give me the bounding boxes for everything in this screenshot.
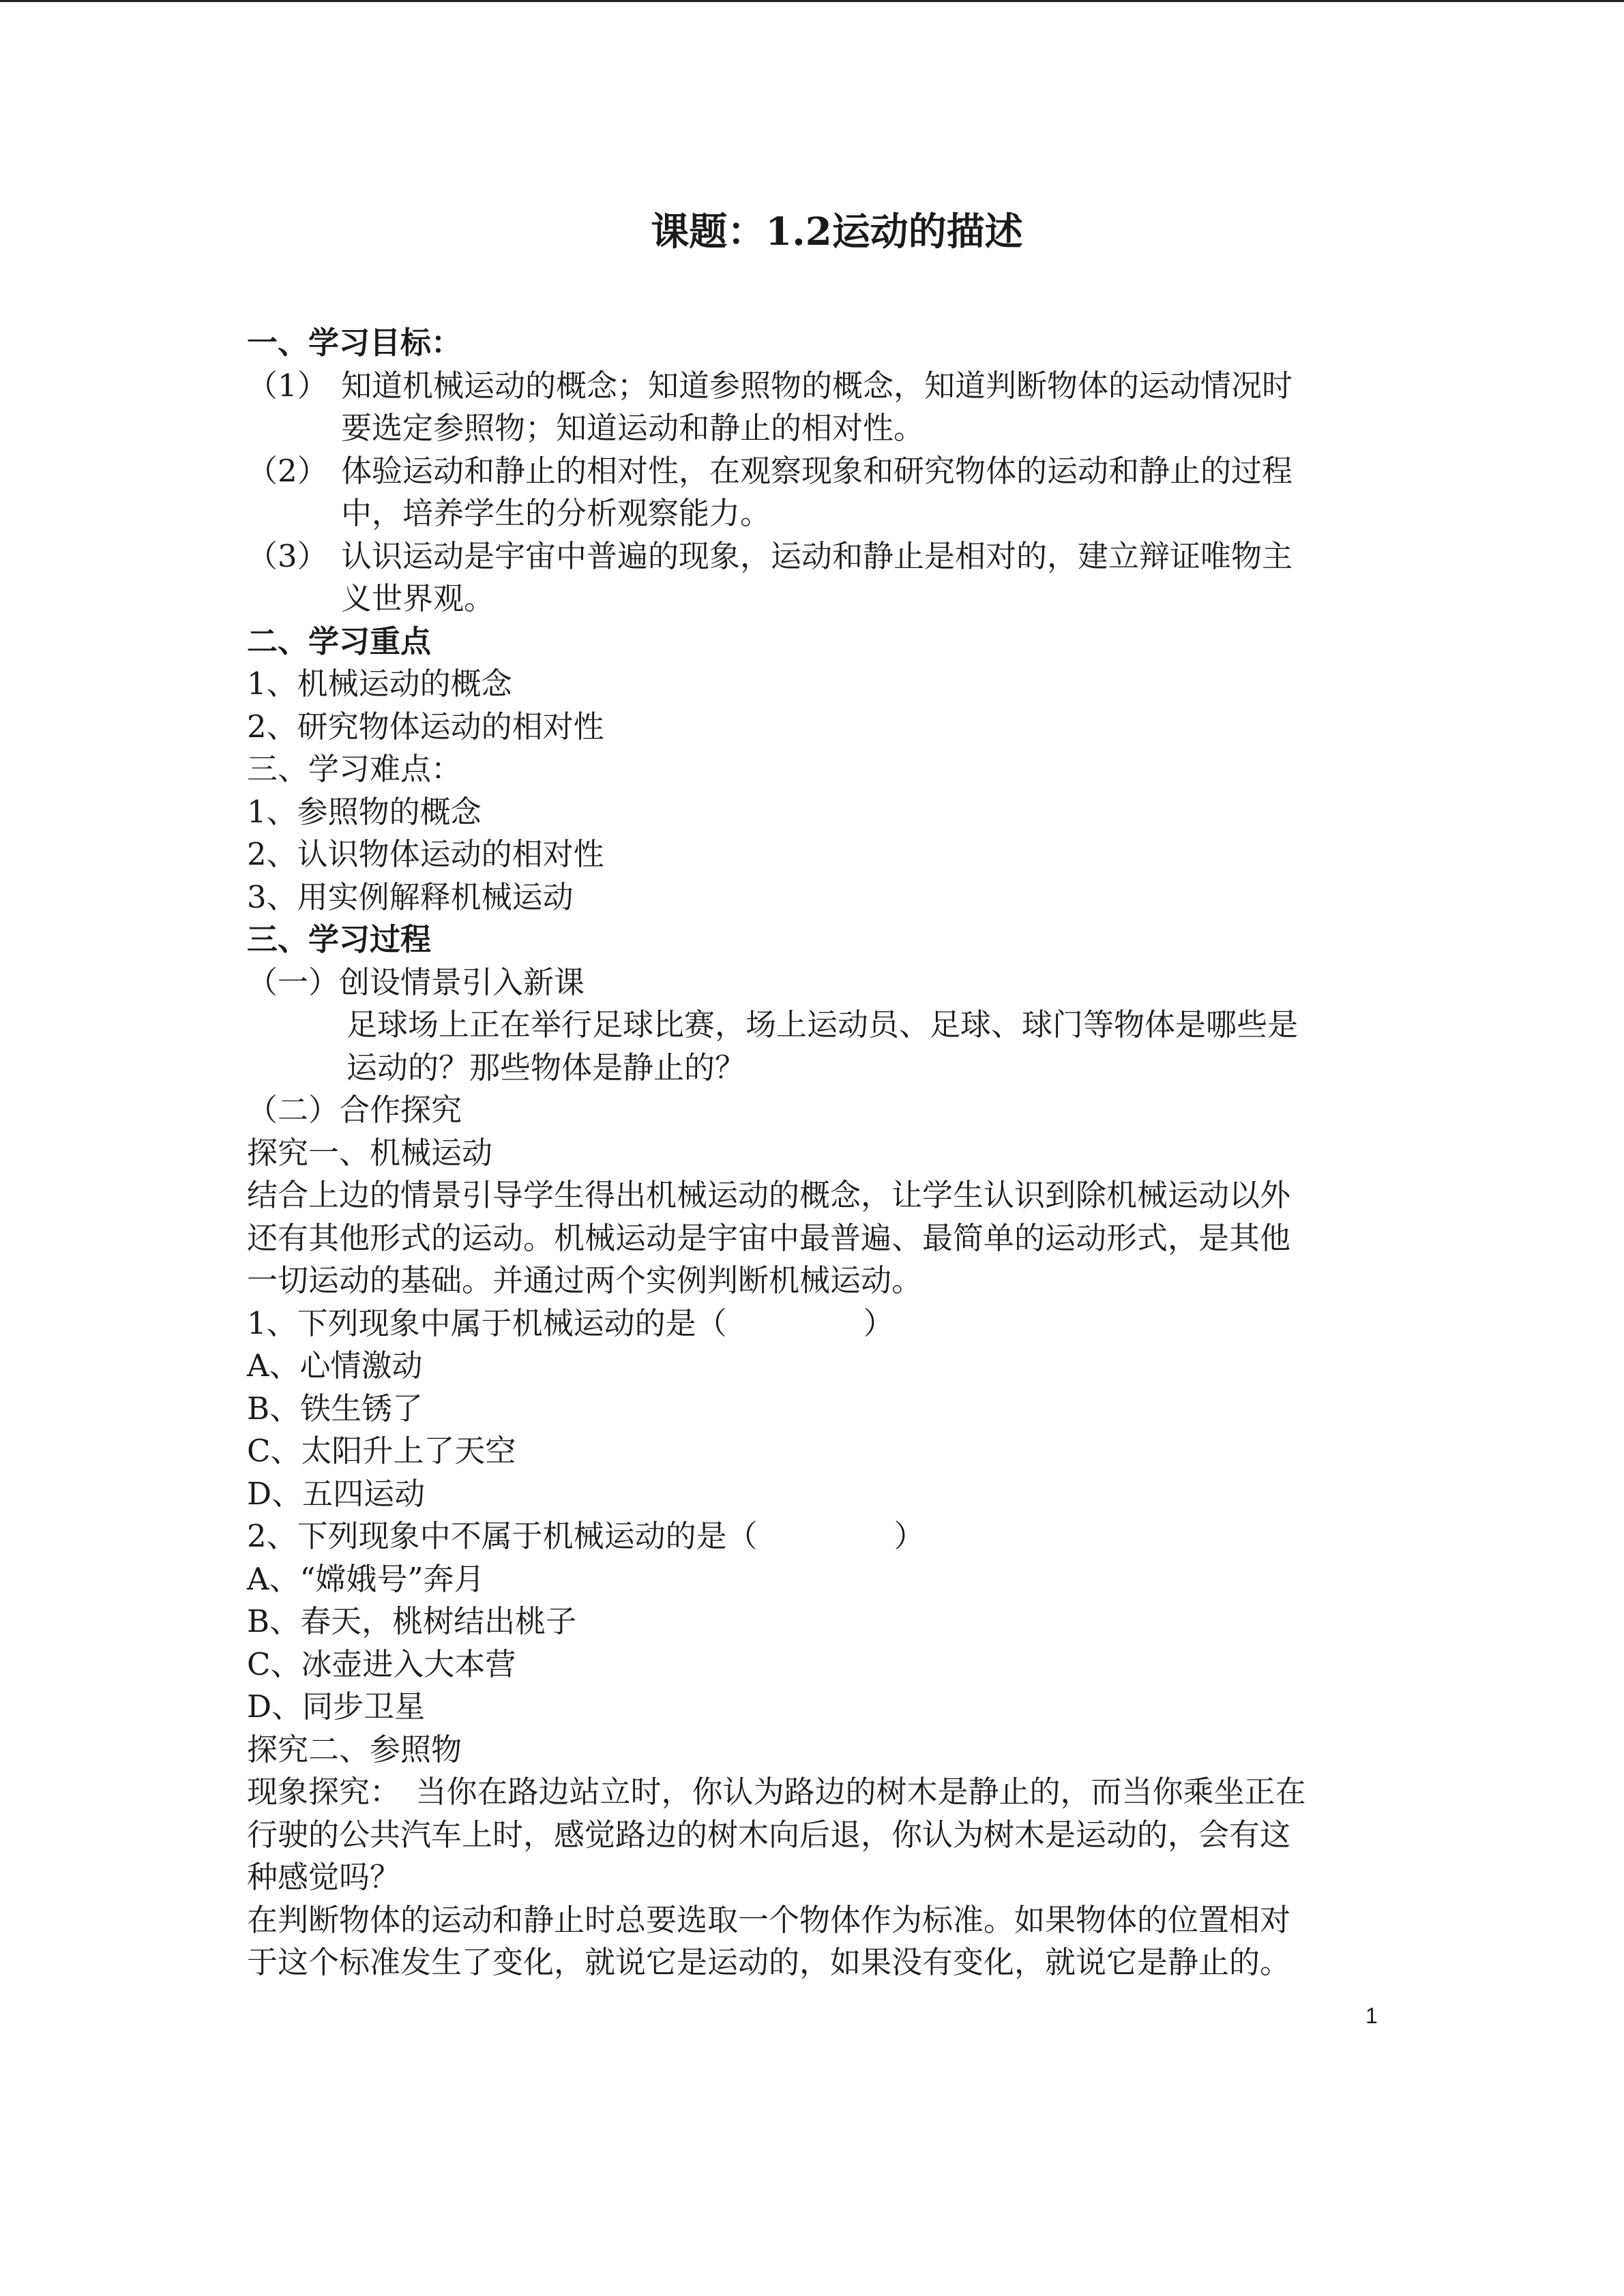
question-close: ） — [863, 1304, 894, 1341]
question-option: C、冰壶进入大本营 — [247, 1645, 516, 1682]
page-top-border — [0, 0, 1624, 2]
explore2-text: 在判断物体的运动和静止时总要选取一个物体作为标准。如果物体的位置相对 — [247, 1901, 1291, 1938]
question-1 — [247, 1302, 1379, 1345]
question-option: A、“嫦娥号”奔月 — [247, 1560, 485, 1597]
difficult-point: 3、用实例解释机械运动 — [247, 878, 574, 915]
question-option: B、铁生锈了 — [247, 1390, 424, 1427]
difficult-point: 1、参照物的概念 — [247, 793, 482, 830]
page-title: 课题：1.2运动的描述 — [651, 209, 1023, 254]
part1-text: 足球场上正在举行足球比赛，场上运动员、足球、球门等物体是哪些是 — [346, 1007, 1299, 1043]
goal-number: （3） — [247, 537, 328, 574]
explore1-heading: 探究一、机械运动 — [247, 1134, 493, 1171]
explore2-text: 行驶的公共汽车上时，感觉路边的树木向后退，你认为树木是运动的，会有这 — [247, 1816, 1291, 1853]
process-heading: 三、学习过程 — [247, 921, 432, 957]
goal-item — [247, 365, 1379, 450]
question-stem: 2、下列现象中不属于机械运动的是（ — [247, 1518, 758, 1554]
goal-item — [247, 535, 1379, 621]
explore2-text: 种感觉吗？ — [247, 1859, 401, 1895]
goal-number: （1） — [247, 367, 328, 404]
goal-line: 知道机械运动的概念；知道参照物的概念，知道判断物体的运动情况时 — [341, 367, 1293, 404]
document-body — [247, 205, 1379, 1984]
key-points-heading: 二、学习重点 — [247, 623, 432, 659]
explore1-text: 一切运动的基础。并通过两个实例判断机械运动。 — [247, 1262, 923, 1298]
goal-number: （2） — [247, 452, 328, 489]
goal-line: 义世界观。 — [341, 580, 495, 616]
question-option: D、同步卫星 — [247, 1688, 426, 1725]
goal-line: 认识运动是宇宙中普遍的现象，运动和静止是相对的，建立辩证唯物主 — [341, 537, 1293, 574]
page-number: 1 — [1365, 2003, 1378, 2028]
goal-line: 中，培养学生的分析观察能力。 — [341, 495, 771, 531]
question-2 — [247, 1515, 1379, 1558]
explore2-heading: 探究二、参照物 — [247, 1731, 462, 1768]
question-close: ） — [894, 1518, 925, 1554]
difficult-point: 2、认识物体运动的相对性 — [247, 836, 604, 872]
goal-line: 要选定参照物；知道运动和静止的相对性。 — [341, 410, 925, 446]
goal-item — [247, 450, 1379, 535]
question-option: C、太阳升上了天空 — [247, 1433, 516, 1469]
part1-heading: （一）创设情景引入新课 — [247, 964, 585, 1000]
part2-heading: （二）合作探究 — [247, 1092, 462, 1128]
explore1-text: 结合上边的情景引导学生得出机械运动的概念，让学生认识到除机械运动以外 — [247, 1177, 1291, 1213]
question-option: B、春天，桃树结出桃子 — [247, 1603, 577, 1639]
question-option: D、五四运动 — [247, 1475, 426, 1512]
goals-heading: 一、学习目标： — [247, 325, 462, 361]
goal-line: 体验运动和静止的相对性，在观察现象和研究物体的运动和静止的过程 — [341, 452, 1293, 489]
explore2-text: 于这个标准发生了变化，就说它是运动的，如果没有变化，就说它是静止的。 — [247, 1944, 1291, 1980]
question-option: A、心情激动 — [247, 1347, 423, 1384]
key-point: 1、机械运动的概念 — [247, 666, 512, 702]
explore1-text: 还有其他形式的运动。机械运动是宇宙中最普遍、最简单的运动形式，是其他 — [247, 1219, 1291, 1256]
difficult-points-heading: 三、学习难点： — [247, 751, 462, 787]
explore2-text: 现象探究： 当你在路边站立时，你认为路边的树木是静止的，而当你乘坐正在 — [247, 1774, 1306, 1810]
part1-text: 运动的？那些物体是静止的？ — [346, 1049, 746, 1086]
question-stem: 1、下列现象中属于机械运动的是（ — [247, 1304, 727, 1341]
key-point: 2、研究物体运动的相对性 — [247, 708, 604, 745]
